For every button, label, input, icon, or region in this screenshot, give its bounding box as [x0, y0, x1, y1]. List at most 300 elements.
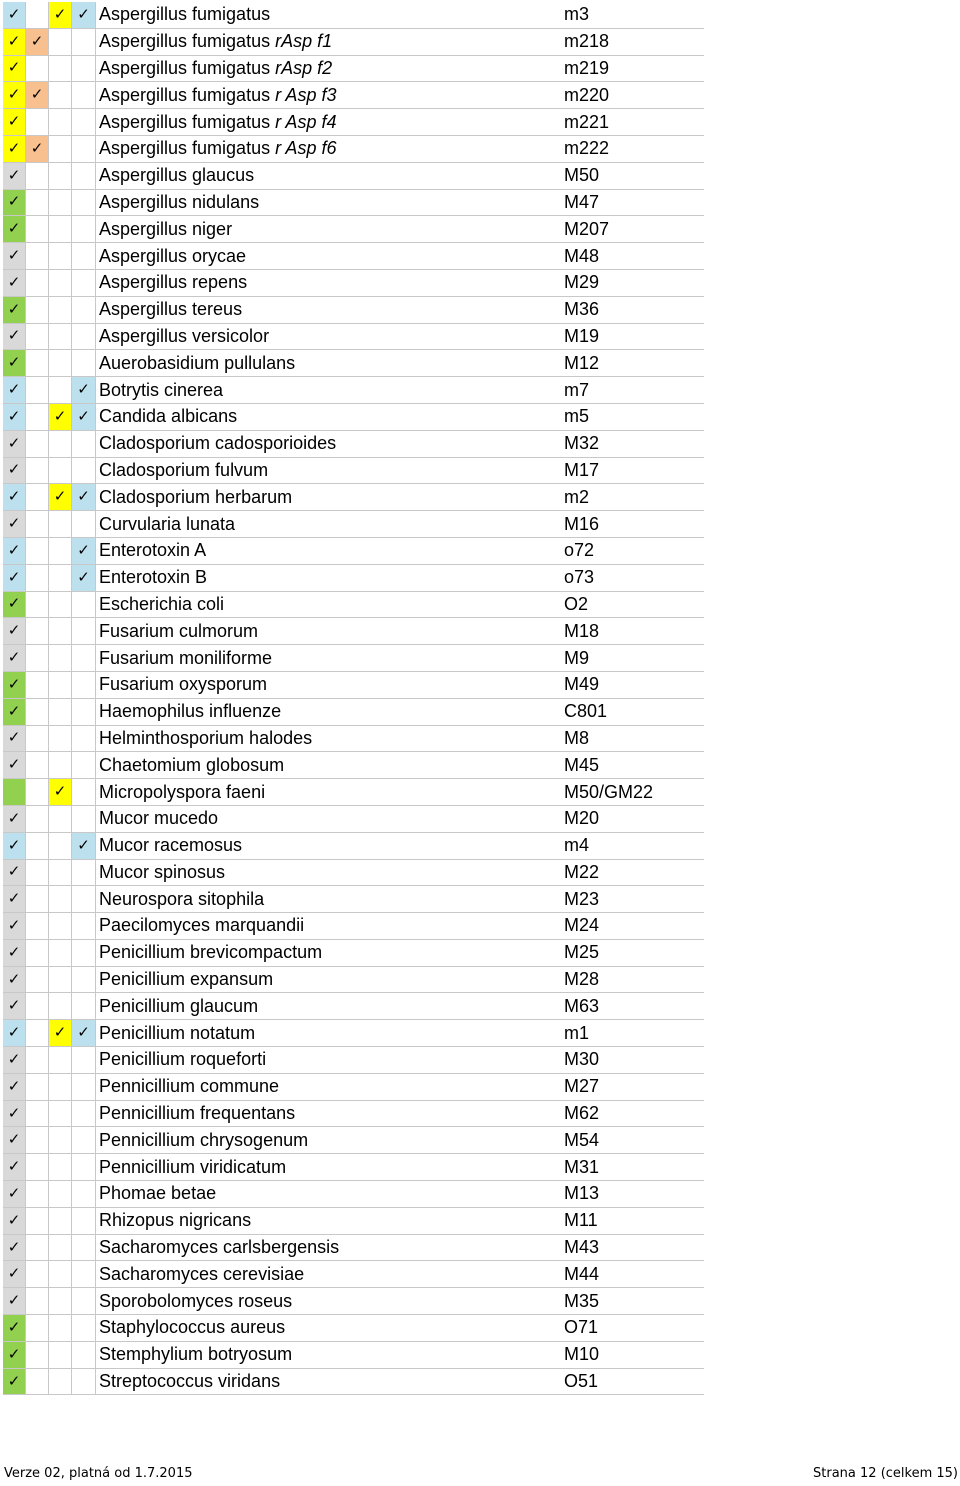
- checkmark-icon: ✓: [7, 433, 21, 452]
- checkmark-icon: ✓: [7, 1237, 21, 1256]
- method-col-4-cell: [72, 350, 96, 377]
- method-col-2-cell: [26, 805, 49, 832]
- allergen-name: [96, 403, 565, 430]
- method-col-2-cell: [26, 323, 49, 350]
- table-row: [3, 484, 704, 511]
- allergen-name: [96, 296, 565, 323]
- allergen-code: M207: [564, 216, 704, 243]
- method-col-4-cell: [72, 55, 96, 82]
- method-col-2-cell: [26, 55, 49, 82]
- method-col-1-cell: [3, 725, 26, 752]
- method-col-4-cell: [72, 725, 96, 752]
- table-row: [3, 243, 704, 270]
- allergen-code: M35: [564, 1288, 704, 1315]
- method-col-3-cell: [49, 1261, 72, 1288]
- method-col-4-cell: [72, 859, 96, 886]
- allergen-code: O2: [564, 591, 704, 618]
- checkmark-icon: ✓: [7, 460, 21, 479]
- method-col-2-cell: [26, 671, 49, 698]
- allergen-name: [96, 645, 565, 672]
- allergen-name-text: Penicillium expansum: [99, 969, 274, 990]
- checkmark-icon: ✓: [7, 1371, 21, 1390]
- method-col-1-cell: [3, 939, 26, 966]
- allergen-name: [96, 1368, 565, 1395]
- method-col-1-cell: [3, 511, 26, 538]
- allergen-code: M47: [564, 189, 704, 216]
- method-col-3-cell: [49, 966, 72, 993]
- method-col-1-cell: [3, 537, 26, 564]
- allergen-name-text: Cladosporium cadosporioides: [99, 433, 337, 454]
- checkmark-icon: ✓: [53, 782, 67, 800]
- allergen-code: M20: [564, 805, 704, 832]
- method-col-4-cell: [72, 430, 96, 457]
- method-col-2-cell: [26, 28, 49, 55]
- allergen-code: m222: [564, 135, 704, 162]
- method-col-3-cell: [49, 671, 72, 698]
- method-col-2-cell: [26, 1288, 49, 1315]
- allergen-name-text: Pennicillium viridicatum: [99, 1156, 287, 1177]
- method-col-3-cell: [49, 832, 72, 859]
- table-row: [3, 859, 704, 886]
- method-col-2-cell: [26, 1207, 49, 1234]
- allergen-name-text: Aspergillus nidulans: [99, 191, 260, 212]
- method-col-2-cell: [26, 457, 49, 484]
- method-col-4-cell: [72, 511, 96, 538]
- allergen-code: m7: [564, 377, 704, 404]
- allergen-code: M43: [564, 1234, 704, 1261]
- method-col-1-cell: [3, 913, 26, 940]
- allergen-name: [96, 779, 565, 806]
- method-col-4-cell: [72, 779, 96, 806]
- method-col-3-cell: [49, 537, 72, 564]
- table-row: [3, 189, 704, 216]
- allergen-code: m219: [564, 55, 704, 82]
- allergen-name-text: Phomae betae: [99, 1183, 217, 1204]
- allergen-name: [96, 1341, 565, 1368]
- checkmark-icon: ✓: [77, 835, 90, 854]
- method-col-3-cell: [49, 913, 72, 940]
- checkmark-icon: ✓: [7, 299, 21, 318]
- method-col-1-cell: [3, 162, 26, 189]
- allergen-name-text: Aspergillus orycae: [99, 245, 247, 266]
- method-col-1-cell: [3, 28, 26, 55]
- checkmark-icon: ✓: [7, 942, 21, 961]
- method-col-3-cell: [49, 457, 72, 484]
- method-col-3-cell: [49, 1288, 72, 1315]
- checkmark-icon: ✓: [30, 31, 44, 50]
- method-col-3-cell: [49, 1368, 72, 1395]
- table-row: [3, 430, 704, 457]
- method-col-3-cell: [49, 805, 72, 832]
- method-col-1-cell: [3, 430, 26, 457]
- allergen-name: [96, 591, 565, 618]
- allergen-name: [96, 886, 565, 913]
- checkmark-icon: ✓: [53, 1023, 67, 1042]
- method-col-4-cell: [72, 1127, 96, 1154]
- table-row: [3, 886, 704, 913]
- allergen-name-text: Streptococcus viridans: [99, 1371, 281, 1392]
- allergen-code: M11: [564, 1207, 704, 1234]
- method-col-4-cell: [72, 993, 96, 1020]
- method-col-1-cell: [3, 1127, 26, 1154]
- method-col-1-cell: [3, 109, 26, 136]
- allergen-name-text: Mucor racemosus: [99, 835, 243, 856]
- allergen-name: [96, 1207, 565, 1234]
- table-row: [3, 269, 704, 296]
- method-col-3-cell: [49, 296, 72, 323]
- method-col-3-cell: [49, 993, 72, 1020]
- method-col-1-cell: [3, 1261, 26, 1288]
- table-row: [3, 109, 704, 136]
- table-row: [3, 618, 704, 645]
- table-row: [3, 564, 704, 591]
- allergen-name: [96, 243, 565, 270]
- method-col-4-cell: [72, 564, 96, 591]
- allergen-name: [96, 832, 565, 859]
- table-row: [3, 55, 704, 82]
- method-col-1-cell: [3, 618, 26, 645]
- method-col-2-cell: [26, 966, 49, 993]
- allergen-name-text: Pennicillium frequentans: [99, 1103, 296, 1124]
- allergen-name: [96, 1181, 565, 1208]
- table-row: [3, 135, 704, 162]
- method-col-4-cell: [72, 28, 96, 55]
- allergen-name: [96, 1020, 565, 1047]
- allergen-name-text: Helminthosporium halodes: [99, 727, 313, 748]
- checkmark-icon: ✓: [7, 808, 21, 827]
- method-col-4-cell: [72, 484, 96, 511]
- table-row: [3, 162, 704, 189]
- method-col-4-cell: [72, 1341, 96, 1368]
- allergen-code: M50: [564, 162, 704, 189]
- method-col-2-cell: [26, 377, 49, 404]
- checkmark-icon: ✓: [77, 406, 90, 425]
- allergen-name: [96, 377, 565, 404]
- allergen-name-text: Enterotoxin A: [99, 540, 207, 561]
- allergen-name-text: Pennicillium chrysogenum: [99, 1129, 309, 1150]
- method-col-1-cell: [3, 752, 26, 779]
- method-col-4-cell: [72, 216, 96, 243]
- method-col-1-cell: [3, 993, 26, 1020]
- allergen-name: [96, 805, 565, 832]
- checkmark-icon: ✓: [7, 889, 21, 908]
- checkmark-icon: ✓: [7, 112, 21, 131]
- allergen-name-text: Escherichia coli: [99, 593, 225, 614]
- method-col-4-cell: [72, 886, 96, 913]
- allergen-name-text: Aspergillus fumigatus: [99, 84, 271, 105]
- method-col-3-cell: [49, 109, 72, 136]
- method-col-2-cell: [26, 511, 49, 538]
- method-col-3-cell: [49, 377, 72, 404]
- checkmark-icon: ✓: [7, 138, 21, 157]
- method-col-1-cell: [3, 1288, 26, 1315]
- method-col-3-cell: [49, 618, 72, 645]
- footer-page-number: Strana 12 (celkem 15): [813, 1466, 958, 1481]
- checkmark-icon: ✓: [7, 514, 21, 533]
- allergen-code: m3: [564, 2, 704, 28]
- table-row: [3, 1154, 704, 1181]
- checkmark-icon: ✓: [7, 219, 21, 238]
- method-col-2-cell: [26, 779, 49, 806]
- allergen-name-text: Curvularia lunata: [99, 513, 236, 534]
- method-col-3-cell: [49, 939, 72, 966]
- method-col-3-cell: [49, 28, 72, 55]
- checkmark-icon: ✓: [53, 4, 67, 23]
- method-col-1-cell: [3, 886, 26, 913]
- method-col-4-cell: [72, 698, 96, 725]
- table-row: [3, 82, 704, 109]
- allergen-name-text: Sporobolomyces roseus: [99, 1290, 293, 1311]
- checkmark-icon: ✓: [7, 1183, 21, 1202]
- method-col-4-cell: [72, 966, 96, 993]
- method-col-2-cell: [26, 403, 49, 430]
- method-col-3-cell: [49, 779, 72, 806]
- table-row: [3, 939, 704, 966]
- table-row: [3, 1368, 704, 1395]
- checkmark-icon: ✓: [30, 138, 44, 157]
- allergen-code: m5: [564, 403, 704, 430]
- allergen-name-text: Stemphylium botryosum: [99, 1344, 293, 1365]
- allergen-name: [96, 1127, 565, 1154]
- table-row: [3, 645, 704, 672]
- table-row: [3, 1341, 704, 1368]
- checkmark-icon: ✓: [7, 1264, 21, 1283]
- method-col-4-cell: [72, 1073, 96, 1100]
- method-col-2-cell: [26, 618, 49, 645]
- allergen-name-text: Aspergillus tereus: [99, 299, 243, 320]
- method-col-4-cell: [72, 645, 96, 672]
- method-col-3-cell: [49, 1154, 72, 1181]
- allergen-name-text: Aspergillus fumigatus: [99, 111, 271, 132]
- method-col-1-cell: [3, 1368, 26, 1395]
- method-col-3-cell: [49, 1207, 72, 1234]
- allergen-name: [96, 564, 565, 591]
- allergen-name: [96, 618, 565, 645]
- method-col-2-cell: [26, 859, 49, 886]
- allergen-code: M54: [564, 1127, 704, 1154]
- allergen-name: [96, 430, 565, 457]
- checkmark-icon: ✓: [7, 192, 21, 211]
- method-col-1-cell: [3, 350, 26, 377]
- allergen-name: [96, 859, 565, 886]
- allergen-name-text: Aspergillus fumigatus: [99, 31, 271, 52]
- checkmark-icon: ✓: [77, 1023, 90, 1042]
- method-col-4-cell: [72, 1020, 96, 1047]
- method-col-3-cell: [49, 55, 72, 82]
- method-col-3-cell: [49, 886, 72, 913]
- method-col-1-cell: [3, 377, 26, 404]
- allergen-name: [96, 55, 565, 82]
- allergen-code: m2: [564, 484, 704, 511]
- checkmark-icon: ✓: [77, 567, 90, 586]
- method-col-1-cell: [3, 1207, 26, 1234]
- allergen-component: r Asp f6: [275, 138, 337, 159]
- method-col-2-cell: [26, 1100, 49, 1127]
- checkmark-icon: ✓: [7, 648, 21, 667]
- method-col-4-cell: [72, 1315, 96, 1342]
- allergen-code: m220: [564, 82, 704, 109]
- allergen-name: [96, 484, 565, 511]
- method-col-1-cell: [3, 779, 26, 806]
- checkmark-icon: ✓: [7, 755, 21, 774]
- allergen-code: M28: [564, 966, 704, 993]
- method-col-2-cell: [26, 886, 49, 913]
- method-col-3-cell: [49, 162, 72, 189]
- method-col-1-cell: [3, 135, 26, 162]
- table-row: [3, 28, 704, 55]
- method-col-4-cell: [72, 805, 96, 832]
- allergen-name-text: Auerobasidium pullulans: [99, 352, 296, 373]
- method-col-4-cell: [72, 1047, 96, 1074]
- allergen-code: m1: [564, 1020, 704, 1047]
- method-col-1-cell: [3, 671, 26, 698]
- method-col-4-cell: [72, 243, 96, 270]
- allergen-name: [96, 323, 565, 350]
- method-col-2-cell: [26, 645, 49, 672]
- allergen-name: [96, 269, 565, 296]
- checkmark-icon: ✓: [7, 326, 21, 345]
- method-col-2-cell: [26, 725, 49, 752]
- method-col-4-cell: [72, 189, 96, 216]
- allergen-code: M29: [564, 269, 704, 296]
- method-col-1-cell: [3, 323, 26, 350]
- checkmark-icon: ✓: [7, 380, 21, 399]
- checkmark-icon: ✓: [77, 540, 90, 559]
- method-col-2-cell: [26, 189, 49, 216]
- method-col-4-cell: [72, 1261, 96, 1288]
- method-col-1-cell: [3, 805, 26, 832]
- allergen-code: M49: [564, 671, 704, 698]
- allergen-name: [96, 1047, 565, 1074]
- method-col-2-cell: [26, 1127, 49, 1154]
- allergen-name-text: Penicillium brevicompactum: [99, 942, 323, 963]
- method-col-3-cell: [49, 1020, 72, 1047]
- table-row: [3, 1315, 704, 1342]
- allergen-table: [3, 2, 704, 1395]
- table-row: [3, 1073, 704, 1100]
- method-col-1-cell: [3, 243, 26, 270]
- method-col-1-cell: [3, 189, 26, 216]
- allergen-name: [96, 752, 565, 779]
- table-row: [3, 591, 704, 618]
- allergen-name-text: Cladosporium fulvum: [99, 459, 269, 480]
- allergen-name-text: Neurospora sitophila: [99, 888, 265, 909]
- method-col-1-cell: [3, 1181, 26, 1208]
- method-col-3-cell: [49, 698, 72, 725]
- allergen-name-text: Sacharomyces carlsbergensis: [99, 1237, 340, 1258]
- method-col-2-cell: [26, 1047, 49, 1074]
- method-col-1-cell: [3, 269, 26, 296]
- checkmark-icon: ✓: [7, 1344, 21, 1363]
- method-col-4-cell: [72, 1154, 96, 1181]
- method-col-4-cell: [72, 832, 96, 859]
- method-col-2-cell: [26, 2, 49, 28]
- checkmark-icon: ✓: [7, 4, 21, 23]
- allergen-name: [96, 28, 565, 55]
- method-col-2-cell: [26, 1315, 49, 1342]
- checkmark-icon: ✓: [7, 1076, 21, 1095]
- allergen-code: M9: [564, 645, 704, 672]
- method-col-1-cell: [3, 216, 26, 243]
- allergen-code: O51: [564, 1368, 704, 1395]
- allergen-code: M50/GM22: [564, 779, 704, 806]
- method-col-2-cell: [26, 430, 49, 457]
- allergen-name-text: Mucor mucedo: [99, 808, 219, 829]
- method-col-3-cell: [49, 484, 72, 511]
- allergen-code: M10: [564, 1341, 704, 1368]
- allergen-code: M62: [564, 1100, 704, 1127]
- table-row: [3, 698, 704, 725]
- table-row: [3, 1047, 704, 1074]
- method-col-3-cell: [49, 323, 72, 350]
- method-col-3-cell: [49, 564, 72, 591]
- method-col-3-cell: [49, 1341, 72, 1368]
- allergen-code: o73: [564, 564, 704, 591]
- allergen-name: [96, 216, 565, 243]
- method-col-3-cell: [49, 1181, 72, 1208]
- table-row: [3, 511, 704, 538]
- allergen-code: M44: [564, 1261, 704, 1288]
- method-col-2-cell: [26, 913, 49, 940]
- method-col-4-cell: [72, 1100, 96, 1127]
- allergen-name: [96, 1261, 565, 1288]
- allergen-name: [96, 350, 565, 377]
- method-col-3-cell: [49, 1234, 72, 1261]
- allergen-code: C801: [564, 698, 704, 725]
- checkmark-icon: ✓: [7, 674, 21, 693]
- checkmark-icon: ✓: [7, 1317, 21, 1336]
- checkmark-icon: ✓: [7, 31, 21, 50]
- method-col-3-cell: [49, 1100, 72, 1127]
- allergen-code: m218: [564, 28, 704, 55]
- allergen-name-text: Pennicillium commune: [99, 1076, 280, 1097]
- allergen-code: M31: [564, 1154, 704, 1181]
- method-col-2-cell: [26, 1234, 49, 1261]
- method-col-1-cell: [3, 296, 26, 323]
- table-row: [3, 1288, 704, 1315]
- method-col-3-cell: [49, 1127, 72, 1154]
- allergen-name-text: Aspergillus versicolor: [99, 325, 270, 346]
- checkmark-icon: ✓: [30, 85, 44, 104]
- checkmark-icon: ✓: [77, 4, 90, 23]
- method-col-2-cell: [26, 162, 49, 189]
- method-col-1-cell: [3, 82, 26, 109]
- method-col-2-cell: [26, 216, 49, 243]
- table-row: [3, 1181, 704, 1208]
- allergen-name: [96, 1100, 565, 1127]
- allergen-code: M24: [564, 913, 704, 940]
- allergen-code: M8: [564, 725, 704, 752]
- method-col-4-cell: [72, 618, 96, 645]
- method-col-4-cell: [72, 269, 96, 296]
- allergen-code: m221: [564, 109, 704, 136]
- allergen-component: rAsp f2: [275, 57, 333, 78]
- method-col-3-cell: [49, 403, 72, 430]
- allergen-name-text: Staphylococcus aureus: [99, 1317, 286, 1338]
- checkmark-icon: ✓: [53, 487, 67, 506]
- method-col-4-cell: [72, 913, 96, 940]
- method-col-4-cell: [72, 457, 96, 484]
- method-col-1-cell: [3, 1047, 26, 1074]
- table-row: [3, 1100, 704, 1127]
- table-row: [3, 752, 704, 779]
- method-col-2-cell: [26, 591, 49, 618]
- checkmark-icon: ✓: [7, 969, 21, 988]
- allergen-name-text: Penicillium notatum: [99, 1022, 256, 1043]
- allergen-name-text: Rhizopus nigricans: [99, 1210, 252, 1231]
- allergen-component: r Asp f3: [275, 84, 337, 105]
- table-row: [3, 832, 704, 859]
